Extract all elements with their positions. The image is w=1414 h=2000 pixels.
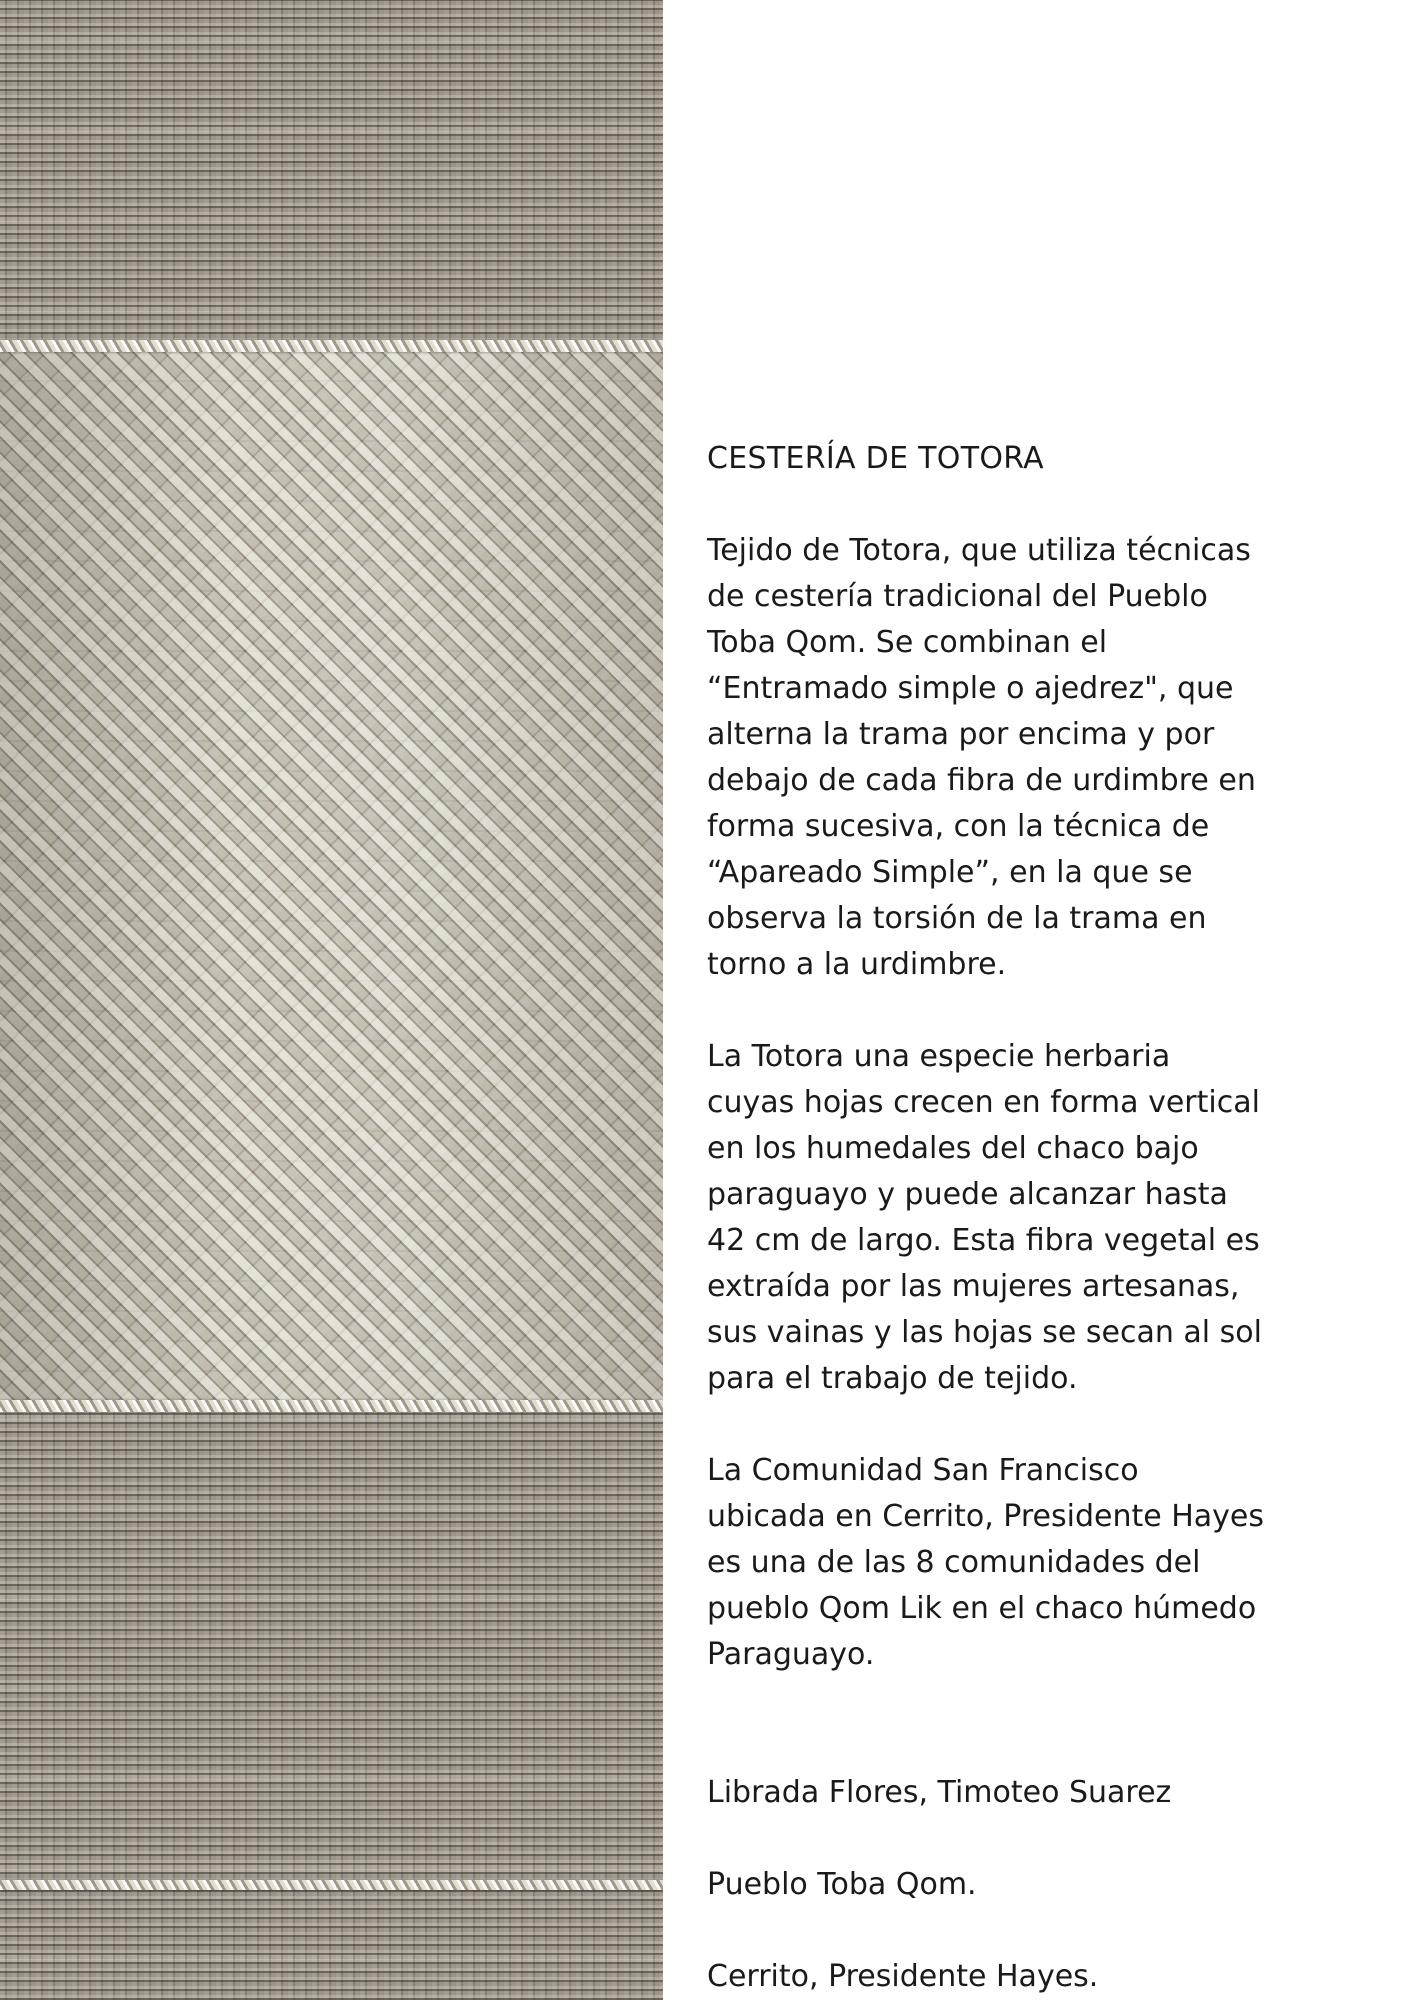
- page-title: CESTERÍA DE TOTORA: [707, 441, 1044, 476]
- seam-line: [0, 340, 663, 352]
- twined-weave-top: [0, 0, 663, 352]
- credits-people: Pueblo Toba Qom.: [707, 1867, 977, 1902]
- paragraph-totora: La Totora una especie herbaria cuyas hojas crecen en forma vertical en los humedales del chaco bajo paraguayo y puede alcanzar hasta 42 cm de largo. Esta fibra vegetal es extraída por las mujeres artesanas, sus vainas y las hojas se secan al sol para el trabajo de tejido.: [707, 1039, 1262, 1396]
- seam-line: [0, 1880, 663, 1890]
- credits-artisans: Librada Flores, Timoteo Suarez: [707, 1775, 1172, 1810]
- seam-line: [0, 1400, 663, 1412]
- credits: [707, 1724, 1347, 2000]
- paragraph-technique: Tejido de Totora, que utiliza técnicas de cestería tradicional del Pueblo Toba Qom. Se combinan el “Entramado simple o ajedrez", que alterna la trama por encima y por debajo de cada fibra de urdimbre en forma sucesiva, con la técnica de “Apareado Simple”, en la que se observa la torsión de la trama en torno a la urdimbre.: [707, 533, 1256, 982]
- plaited-weave-middle: [0, 352, 663, 1400]
- paragraph-community: La Comunidad San Francisco ubicada en Cerrito, Presidente Hayes es una de las 8 comunidades del pueblo Qom Lik en el chaco húmedo Paraguayo.: [707, 1453, 1265, 1672]
- woven-totora-photo: [0, 0, 663, 2000]
- twined-weave-bottom: [0, 1412, 663, 2000]
- credits-location: Cerrito, Presidente Hayes.: [707, 1959, 1099, 1994]
- text-column: [707, 436, 1347, 2000]
